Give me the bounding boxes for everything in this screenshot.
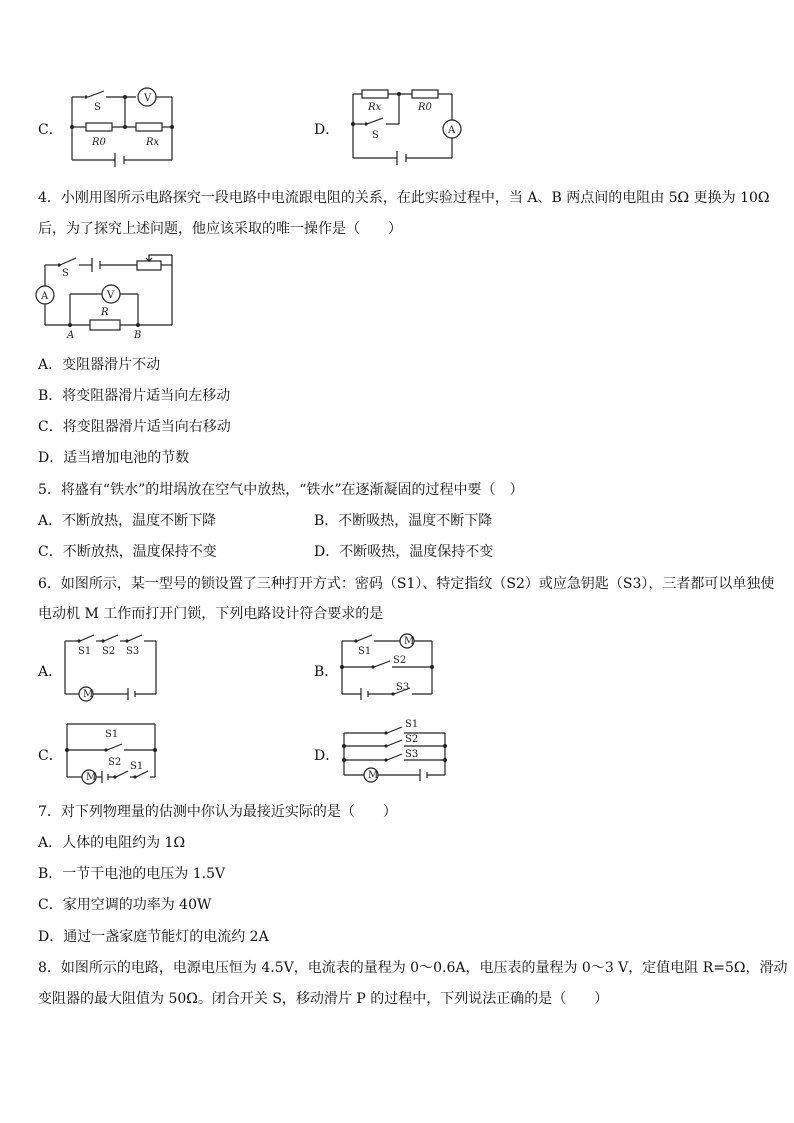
q4-v-label: V (107, 290, 115, 301)
q6-b-s1-label: S1 (358, 646, 372, 657)
q4-s-label: S (62, 268, 69, 279)
switch-s3-icon (387, 754, 402, 760)
q5-option-b: B．不断吸热，温度不断下降 (314, 513, 493, 529)
q6-option-a-label: A． (38, 664, 63, 680)
q5-option-d: D．不断吸热，温度保持不变 (314, 544, 494, 560)
q8-stem-line-1: 8．如图所示的电路，电源电压恒为 4.5V，电流表的量程为 0～0.6A，电压表的量程为 0～3 V，定值电阻 R=5Ω，滑动 (38, 960, 788, 976)
q7-option-a: A．人体的电阻约为 1Ω (38, 835, 186, 851)
q3-d-rx-label: Rx (368, 102, 382, 113)
q3-d-s-label: S (372, 130, 379, 141)
q7-option-d: D．通过一盏家庭节能灯的电流约 2A (38, 929, 269, 945)
q3-c-rx-label: Rx (146, 137, 160, 148)
q6-a-m-label: M (83, 689, 94, 700)
q6-d-s3-label: S3 (405, 749, 419, 760)
q6-d-m-label: M (368, 770, 379, 781)
q6-option-d-label: D． (314, 748, 340, 764)
q6-d-s1-label: S1 (405, 719, 419, 730)
q7-stem: 7．对下列物理量的估测中你认为最接近实际的是（ ） (38, 804, 397, 820)
q7-option-b: B．一节干电池的电压为 1.5V (38, 866, 226, 882)
q6-stem-line-1: 6．如图所示，某一型号的锁设置了三种打开方式：密码（S1）、特定指纹（S2）或应急钥匙（S3），三者都可以单独使 (38, 576, 775, 592)
q5-stem: 5．将盛有“铁水”的坩埚放在空气中放热，“铁水”在逐渐凝固的过程中要（ ） (38, 482, 524, 498)
q6-option-c-label: C． (38, 748, 63, 764)
q6-c-s2-label: S2 (108, 757, 122, 768)
q7-option-c: C．家用空调的功率为 40W (38, 897, 212, 913)
q4-option-d: D．适当增加电池的节数 (38, 450, 190, 466)
q5-option-c: C．不断放热，温度保持不变 (38, 544, 217, 560)
q6-d-s2-label: S2 (405, 734, 419, 745)
q3-c-s-label: S (94, 102, 101, 113)
q6-a-s2-label: S2 (102, 646, 116, 657)
q6-a-s1-label: S1 (78, 646, 92, 657)
q4-stem-line-2: 后，为了探究上述问题，他应该采取的唯一操作是（ ） (38, 221, 402, 237)
q6-a-s3-label: S3 (126, 646, 140, 657)
q6-c-s1-label: S1 (105, 729, 119, 740)
q4-option-a: A．变阻器滑片不动 (38, 357, 161, 373)
q4-r-label: R (101, 307, 109, 318)
switch-s1-icon (387, 727, 402, 733)
q3-d-r0-label: R0 (418, 102, 432, 113)
q6-stem-line-2: 电动机 M 工作而打开门锁，下列电路设计符合要求的是 (38, 606, 384, 622)
q8-stem-line-2: 变阻器的最大阻值为 50Ω。闭合开关 S，移动滑片 P 的过程中，下列说法正确的是（ ） (38, 991, 609, 1007)
q3-c-r0-label: R0 (92, 137, 106, 148)
q5-option-a: A．不断放热，温度不断下降 (38, 513, 217, 529)
q3-c-v-label: V (144, 93, 152, 104)
q4-option-c: C．将变阻器滑片适当向右移动 (38, 419, 231, 435)
switch-s2-icon (387, 740, 402, 746)
q6-c-s1b-label: S1 (130, 761, 144, 772)
q4-stem-line-1: 4．小刚用图所示电路探究一段电路中电流跟电阻的关系，在此实验过程中，当 A、B 两点间的电阻由 5Ω 更换为 10Ω (38, 190, 770, 206)
q3-d-a-label: A (448, 125, 456, 136)
q3-option-c-label: C． (38, 122, 63, 138)
q4-point-b-label: B (134, 330, 142, 341)
q4-a-label: A (41, 291, 49, 302)
q4-point-a-label: A (67, 330, 75, 341)
q6-b-m-label: M (404, 636, 415, 647)
q4-option-b: B．将变阻器滑片适当向左移动 (38, 388, 231, 404)
q3-option-d-label: D． (314, 122, 340, 138)
q6-c-m-label: M (86, 772, 97, 783)
q6-b-s3-label: S3 (396, 682, 410, 693)
q6-option-b-label: B． (314, 664, 339, 680)
q6-b-s2-label: S2 (393, 655, 407, 666)
